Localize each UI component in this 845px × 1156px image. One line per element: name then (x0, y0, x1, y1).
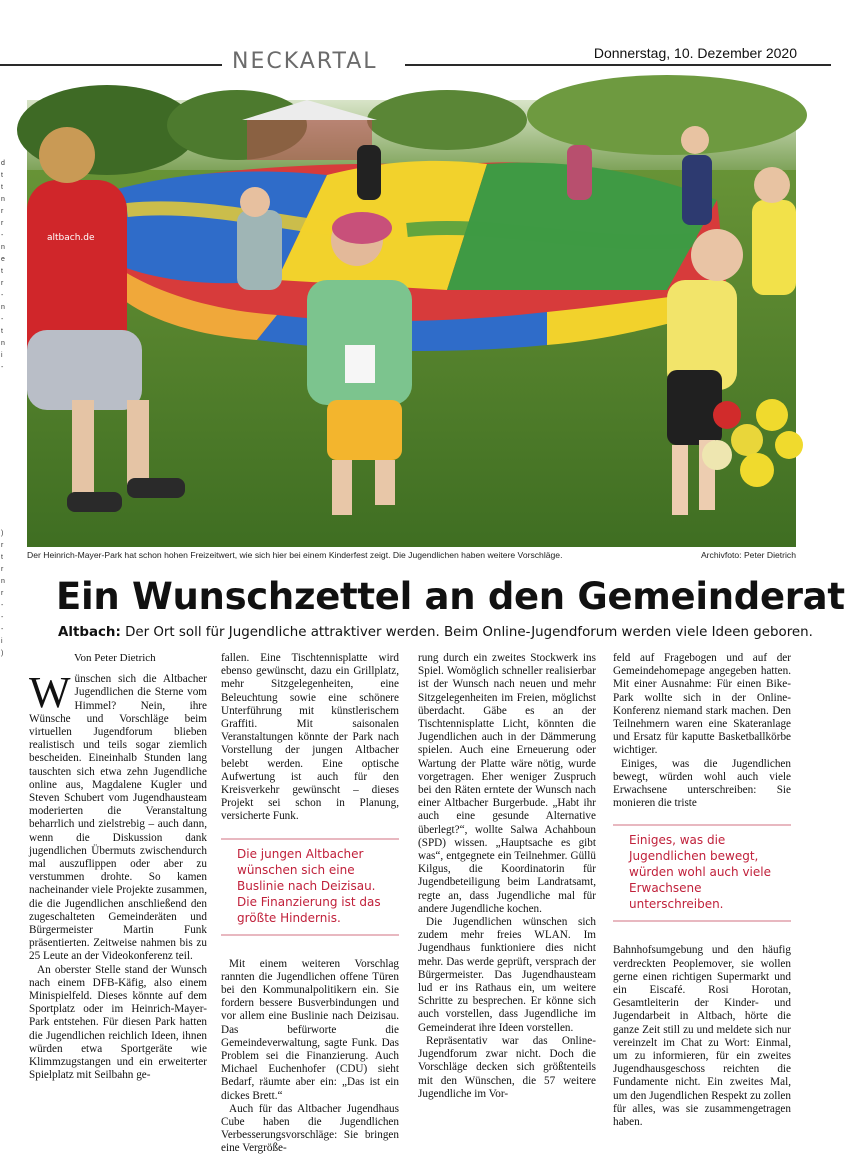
edge-fragment: r (1, 542, 4, 549)
paragraph-text: ünschen sich die Altbacher Jugendlichen die Sterne vom Himmel? Nein, ihre Wünsche und Vorschläge beim virtuellen Jugendforum blieben realistisch und teils sogar ziemlich bescheiden. Eineinhalb Stunden lang tauschten sich etwa zehn Jugendliche online aus, Magdalene Kugler und Steven Schubert vom Jugendhausteam moderierten die Veranstaltung beharrlich und zielstrebig – auch dann, wenn die Diskussion dank jugendlichen Übermuts zwischendurch mal auszuflippen oder aber zu verstummen drohte. So kamen nacheinander viele Projekte zusammen, die die Jugendlichen anschließend den zugeschalteten Gemeinderäten und Bürgermeister Martin Funk präsentierten. Zeitweise nahmen bis zu 25 Leute an der Videokonferenz teil. (29, 673, 207, 963)
edge-fragment: n (1, 340, 5, 347)
shirt-text: altbach.de (47, 233, 95, 243)
edge-fragment: t (1, 554, 3, 561)
edge-fragment: - (1, 232, 4, 239)
caption-text: Der Heinrich-Mayer-Park hat schon hohen Freizeitwert, wie sich hier bei einem Kinderfest zeigt. Die Jugendlichen haben weitere Vorschläge. (27, 550, 563, 560)
section-name: NECKARTAL (232, 49, 378, 74)
edge-fragment: t (1, 172, 3, 179)
pull-quote-rule-top (613, 824, 791, 826)
pull-quote-rule-bottom (221, 934, 399, 936)
article-column-2 (221, 652, 399, 1156)
edge-fragment: ) (1, 650, 4, 657)
article-column-3 (418, 652, 596, 1101)
edge-fragment: t (1, 268, 3, 275)
edge-fragment: d (1, 160, 5, 167)
photo-credit: Archivfoto: Peter Dietrich (700, 550, 796, 560)
subline-text: Der Ort soll für Jugendliche attraktiver werden. Beim Online-Jugendforum werden viele Ideen geboren. (120, 625, 813, 640)
issue-date: Donnerstag, 10. Dezember 2020 (593, 45, 797, 61)
pull-quote-rule-top (221, 838, 399, 840)
paragraph: rung durch ein zweites Stockwerk ins Spiel. Womöglich schneller realisierbar ist der Wunsch nach neuen und mehr Sitzgelegenheiten im Freien, möglichst überdacht. Gäbe es an der Tischtennisplatte Licht, könnten die Jugendlichen auch in der Dämmerung spielen. Auch eine Erneuerung oder Wartung der Platte wäre nötig, wurde vorgetragen. Eher weniger Zuspruch bei den Räten erntete der Wunsch nach einer Altbacher Burgerbude. „Habt ihr auch eine gesunde Alternative überlegt?“, wollte Salwa Achahboun (SPD) wissen. „Hauptsache es gibt was“, entgegnete ein Teilnehmer. Güllü Kilgus, die Koordinatorin für Jugendbeteiligung beim Landratsamt, regte an, dass Jugendliche mal für andere Jugendliche kochen. (418, 652, 596, 915)
pull-quote (221, 838, 399, 936)
edge-fragment: - (1, 614, 4, 621)
edge-fragment: i (1, 352, 3, 359)
paragraph: Auch für das Altbacher Jugendhaus Cube haben die Jugendlichen Verbesserungsvorschläge: Sie bringen eine Vergröße- (221, 1102, 399, 1155)
edge-fragment: - (1, 626, 4, 633)
paragraph: An oberster Stelle stand der Wunsch nach einem DFB-Käfig, also einem Minispielfeld. Dieses könnte auf dem Sportplatz oder im Heinrich-Mayer-Park entstehen. Für diesen Park hatten die Jugendlichen reichlich Ideen, ihnen würden etwa Sportgeräte wie Klimmzugstangen und ein erweiterter Spielplatz mit Seilbahn ge- (29, 963, 207, 1082)
edge-fragment: n (1, 304, 5, 311)
pull-quote-rule-bottom (613, 920, 791, 922)
edge-fragment: n (1, 578, 5, 585)
edge-fragment: n (1, 244, 5, 251)
edge-fragment: - (1, 364, 4, 371)
paragraph: Mit einem weiteren Vorschlag rannten die Jugendlichen offene Türen bei den Kommunalpolitikern ein. Sie fordern bessere Busverbindungen und vor allem eine Buslinie nach Deizisau. Das befürworte die Gemeindeverwaltung, sagte Funk. Das Problem sei die Finanzierung. Auch Michael Euchenhofer (CDU) sieht Bedarf, räumte aber ein: „Das ist ein dickes Brett.“ (221, 957, 399, 1102)
edge-fragment: r (1, 220, 4, 227)
paragraph: Repräsentativ war das Online-Jugendforum zwar nicht. Doch die Vorschläge decken sich größtenteils mit den Wünschen, die 57 weitere Jugendliche im Vor- (418, 1034, 596, 1100)
edge-fragment: - (1, 602, 4, 609)
article-column-4 (613, 652, 791, 1129)
header-rule-right (405, 64, 831, 66)
edge-fragment: r (1, 208, 4, 215)
paragraph: Bahnhofsumgebung und den häufig verdreckten Peoplemover, sie wollen gerne einen richtigen Supermarkt und ein Eiscafé. Rosi Horotan, Gesamtleiterin der Kinder- und Jugendarbeit in Altbach, hörte die ganze Zeit still zu und meldete sich nur vereinzelt im Chat zu Wort: Einmal, um zu informieren, für ein zweites Jugendhausgeschoss reichten die Fundamente nicht. Ein zweites Mal, um den Jugendlichen Respekt zu zollen für alles, was sie zusammengetragen haben. (613, 944, 791, 1129)
pull-quote (613, 824, 791, 922)
paragraph (29, 668, 207, 963)
paragraph: Einiges, was die Jugendlichen bewegt, würden wohl auch viele Erwachsene unterschreiben: Sie monieren die triste (613, 757, 791, 810)
edge-fragment: r (1, 280, 4, 287)
edge-fragment: t (1, 328, 3, 335)
article-subline (58, 625, 813, 640)
photo-caption (27, 550, 796, 564)
edge-fragment: i (1, 638, 3, 645)
subline-place: Altbach: (58, 625, 121, 640)
article-headline: Ein Wunschzettel an den Gemeinderat (56, 575, 845, 618)
edge-fragment: ) (1, 530, 4, 537)
paragraph: fallen. Eine Tischtennisplatte wird ebenso gewünscht, dazu ein Grillplatz, mehr Sitzgelegenheiten, eine Beleuchtung sowie eine schönere Unterführung mit künstlerischem Graffiti. Mit saisonalen Veranstaltungen könnte der Park nach Vorstellung der jungen Altbacher belebt werden. Eine optische Aufwertung ist auch für den Kreisverkehr gewünscht – dieses Projekt sei schon in Planung, versicherte Funk. (221, 652, 399, 823)
pull-quote-text: Einiges, was die Jugendlichen bewegt, würden wohl auch viele Erwachsene unterschreiben. (629, 833, 771, 912)
edge-fragment: - (1, 316, 4, 323)
article-photo (27, 100, 796, 547)
drop-cap: W (29, 668, 71, 718)
article-column-1 (29, 652, 207, 1083)
edge-fragment: e (1, 256, 5, 263)
byline: Von Peter Dietrich (74, 652, 156, 664)
edge-fragment: r (1, 590, 4, 597)
edge-fragment: n (1, 196, 5, 203)
pull-quote-text: Die jungen Altbacher wünschen sich eine Buslinie nach Deizisau. Die Finanzierung ist das größte Hindernis. (237, 846, 381, 925)
paragraph: feld auf Fragebogen und auf der Gemeindehomepage angegeben hatten. Mit einer Ausnahme: Für einen Bike-Park wollte sich in der Online-Konferenz niemand stark machen. Den Teilnehmern waren eine Skateranlage und Ersatz für kaputte Basketballkörbe wichtiger. (613, 652, 791, 757)
edge-fragment: - (1, 292, 4, 299)
edge-fragment: r (1, 566, 4, 573)
header-rule-left (0, 64, 222, 66)
edge-fragment: t (1, 184, 3, 191)
paragraph: Die Jugendlichen wünschen sich zudem mehr freies WLAN. Im Jugendhaus funktioniere dies nicht mehr. Das werde geprüft, versprach der Bürgermeister. Das Jugendhausteam lud er ins Rathaus ein, um weitere Schritte zu besprechen. Er könne sich auch vorstellen, dass Jugendliche im Gemeinderat ihre Ideen vorstellen. (418, 916, 596, 1034)
